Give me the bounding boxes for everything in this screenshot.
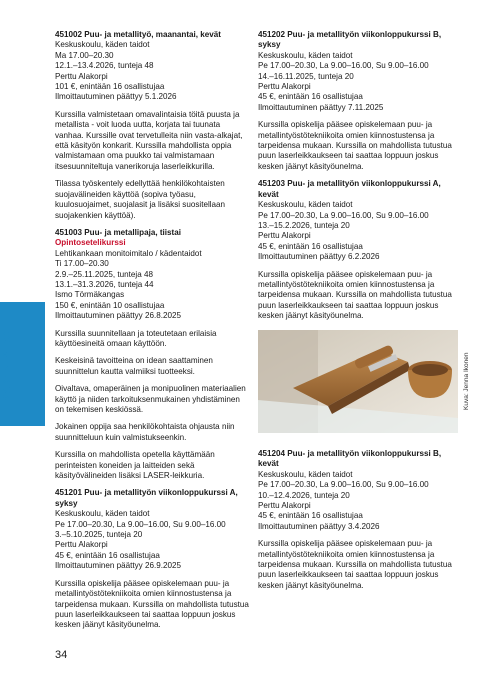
course-detail-line: Ilmoittautuminen päättyy 7.11.2025 (258, 102, 384, 112)
woodwork-illustration (258, 330, 458, 433)
course-listing (55, 30, 251, 221)
course-detail-line: 14.–16.11.2025, tunteja 20 (258, 71, 354, 81)
course-title: 451203 Puu- ja metallityön viikonloppukurssi A, kevät (258, 179, 441, 199)
course-detail-line: Ismo Törmäkangas (55, 290, 125, 300)
section-label: KÄDENTAIDOT (2, 324, 13, 402)
course-listing (55, 488, 251, 630)
course-details (55, 40, 251, 102)
course-details (55, 249, 251, 322)
course-detail-line: Pe 17.00–20.30, La 9.00–16.00, Su 9.00–16.00 (258, 210, 429, 220)
course-detail-line: 150 €, enintään 10 osallistujaa (55, 300, 165, 310)
course-detail-line: Ilmoittautuminen päättyy 6.2.2026 (258, 252, 380, 262)
course-detail-line: Perttu Alakorpi (258, 501, 311, 511)
course-details (258, 200, 458, 262)
course-detail-line: 101 €, enintään 16 osallistujaa (55, 82, 165, 92)
photo-credit: Kuva: Jenna Ikonen (463, 352, 470, 410)
course-detail-line: Ma 17.00–20.30 (55, 50, 114, 60)
course-detail-line: Pe 17.00–20.30, La 9.00–16.00, Su 9.00–16.00 (55, 519, 226, 529)
course-detail-line: 45 €, enintään 16 osallistujaa (258, 92, 363, 102)
course-detail-line: 2.9.–25.11.2025, tunteja 48 (55, 269, 153, 279)
course-description: Kurssilla on mahdollista opetella käyttämään perinteisten koneiden ja laitteiden sekä käsityövälineiden lisäksi LASER-leikkuria. (55, 450, 215, 481)
course-detail-line: Keskuskoulu, käden taidot (55, 40, 150, 50)
course-title: 451003 Puu- ja metallipaja, tiistai (55, 227, 181, 237)
course-detail-line: Keskuskoulu, käden taidot (258, 200, 353, 210)
course-detail-line: 12.1.–13.4.2026, tunteja 48 (55, 61, 154, 71)
course-description: Kurssilla opiskelija pääsee opiskelemaan puu- ja metallintyöstötekniikoita omien kiinnostustensa ja tarpeidensa mukaan. Kurssilla on mahdollista tutustua puun laserleikkaukseen tai saattaa loppuun joskus kesken jäänyt käsityöunelma. (258, 269, 452, 321)
left-column (55, 30, 251, 638)
course-description: Oivaltava, omaperäinen ja monipuolinen materiaalien käyttö ja niiden tarkoituksenmukainen yhdistäminen on tekemisen keskiössä. (55, 384, 246, 414)
course-description: Kurssilla valmistetaan omavalintaisia töitä puusta ja metallista - voit luoda uutta, korjata tai tuunata vanhaa. Kurssille ovat tervetulleita niin vasta-alkajat, että käsityön konkarit. Kurssilla mahdollista oppia valmistamaan oma puukko tai valmistamaan itsesuunniteltuja vanerikoruja laserleikkurilla. (55, 109, 243, 171)
course-description: Kurssilla opiskelija pääsee opiskelemaan puu- ja metallintyöstötekniikoita omien kiinnostustensa ja tarpeidensa mukaan. Kurssilla on mahdollista tutustua puun laserleikkaukseen tai saattaa loppuun joskus kesken jäänyt käsityöunelma. (55, 578, 249, 630)
course-detail-line: Perttu Alakorpi (55, 71, 108, 81)
course-title: 451201 Puu- ja metallityön viikonloppukurssi A, syksy (55, 488, 238, 508)
course-tag: Opintosetelikurssi (55, 238, 126, 248)
course-details (258, 470, 458, 532)
course-detail-line: Ti 17.00–20.30 (55, 259, 109, 269)
course-detail-line: Perttu Alakorpi (55, 540, 108, 550)
course-detail-line: 13.1.–31.3.2026, tunteja 44 (55, 279, 154, 289)
course-listing (55, 228, 251, 482)
course-detail-line: Ilmoittautuminen päättyy 26.8.2025 (55, 311, 181, 321)
course-detail-line: 45 €, enintään 16 osallistujaa (258, 511, 363, 521)
course-detail-line: 45 €, enintään 16 osallistujaa (258, 241, 363, 251)
course-details (258, 51, 458, 113)
course-detail-line: Keskuskoulu, käden taidot (55, 509, 150, 519)
course-detail-line: 3.–5.10.2025, tunteja 20 (55, 530, 143, 540)
course-description: Tilassa työskentely edellyttää henkilökohtaisten suojavälineiden käyttöä (sopiva työasu, kuulosuojaimet, suojalasit ja lisäksi suositellaan suojakenkien käyttöä). (55, 179, 226, 220)
course-detail-line: Ilmoittautuminen päättyy 3.4.2026 (258, 521, 380, 531)
course-detail-line: Ilmoittautuminen päättyy 5.1.2026 (55, 92, 177, 102)
course-description: Kurssilla suunnitellaan ja toteutetaan erilaisia käyttöesineitä omaan käyttöön. (55, 328, 217, 348)
right-column-top (258, 30, 458, 329)
right-column-bottom (258, 449, 458, 598)
course-listing (258, 179, 458, 321)
course-description: Keskeisinä tavoitteina on idean saattaminen suunnittelun kautta valmiiksi tuotteeksi. (55, 356, 213, 376)
course-title: 451204 Puu- ja metallityön viikonloppukurssi B, kevät (258, 449, 442, 469)
course-detail-line: Ilmoittautuminen päättyy 26.9.2025 (55, 561, 181, 571)
page-number: 34 (55, 649, 68, 661)
course-title: 451202 Puu- ja metallityön viikonloppukurssi B, syksy (258, 30, 442, 50)
course-description: Kurssilla opiskelija pääsee opiskelemaan puu- ja metallintyöstötekniikoita omien kiinnostustensa ja tarpeidensa mukaan. Kurssilla on mahdollista tutustua puun laserleikkaukseen tai saattaa loppuun joskus kesken jäänyt käsityöunelma. (258, 120, 452, 171)
course-detail-line: Keskuskoulu, käden taidot (258, 50, 353, 60)
course-details (55, 509, 251, 571)
course-listing (258, 449, 458, 591)
course-description: Kurssilla opiskelija pääsee opiskelemaan puu- ja metallintyöstötekniikoita omien kiinnostustensa ja tarpeidensa mukaan. Kurssilla on mahdollista tutustua puun laserleikkaukseen tai saattaa loppuun joskus kesken jäänyt käsityöunelma. (258, 539, 452, 590)
course-listing (258, 30, 458, 172)
course-detail-line: 13.–15.2.2026, tunteja 20 (258, 220, 350, 230)
course-detail-line: Lehtikankaan monitoimitalo / kädentaidot (55, 248, 202, 258)
course-description: Jokainen oppija saa henkilökohtaista ohjausta niin suunnitteluun kuin valmistukseenkin. (55, 422, 235, 442)
course-title: 451002 Puu- ja metallityö, maanantai, kevät (55, 30, 221, 39)
course-detail-line: Pe 17.00–20.30, La 9.00–16.00, Su 9.00–16.00 (258, 61, 429, 71)
woodwork-photo (258, 330, 458, 433)
course-detail-line: Keskuskoulu, käden taidot (258, 469, 353, 479)
course-detail-line: 10.–12.4.2026, tunteja 20 (258, 490, 350, 500)
course-detail-line: Pe 17.00–20.30, La 9.00–16.00, Su 9.00–16.00 (258, 480, 429, 490)
course-detail-line: Perttu Alakorpi (258, 82, 311, 92)
course-detail-line: 45 €, enintään 16 osallistujaa (55, 550, 160, 560)
course-detail-line: Perttu Alakorpi (258, 231, 311, 241)
